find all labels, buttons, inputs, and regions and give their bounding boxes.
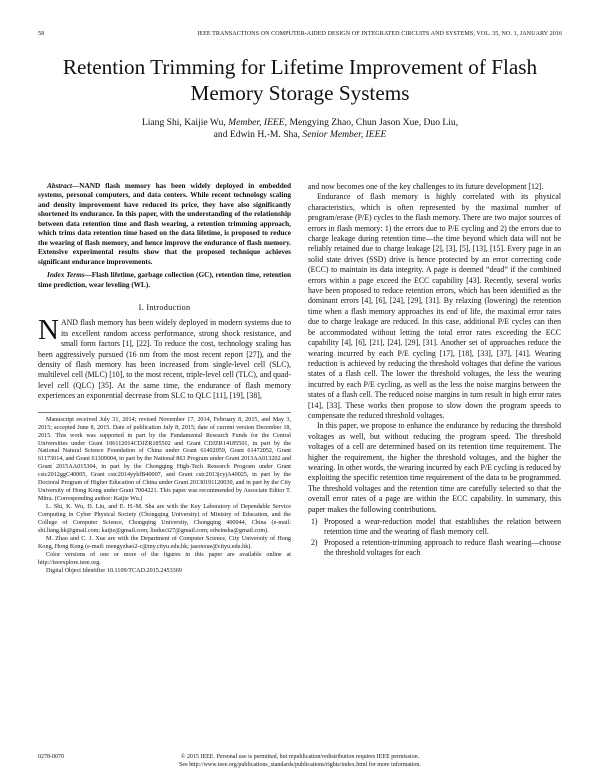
left-column (38, 182, 291, 576)
author-list (60, 117, 540, 142)
index-terms (38, 271, 291, 290)
list-item: 1) Proposed a wear-reduction model that establishes the relation between retention time and the wearing of flash memory cell. (311, 517, 561, 537)
copyright-line: © 2015 IEEE. Personal use is permitted, but republication/redistribution requires IEEE permission. (180, 754, 420, 760)
body-paragraph: In this paper, we propose to enhance the endurance by reducing the threshold voltages as well, but without reducing the program speed. The threshold voltages of a cell are determined based on its retention time requirement. The higher the requirement, the higher the threshold voltages, and the higher the wearing. In other words, the wearing incurred by each P/E cycling is reduced by exploiting the specific retention time requirement of the data to be programmed. The threshold voltages and the retention time are carefully selected so that the overall error rates of a page are within the ECC capability. In summary, this paper makes the following contributions. (308, 421, 561, 514)
right-column (308, 182, 561, 559)
author-line-1: Liang Shi, Kaijie Wu, Member, IEEE, Mengying Zhao, Chun Jason Xue, Duo Liu, (141, 117, 459, 128)
footnote-affiliation-1: L. Shi, K. Wu, D. Liu, and E. H.-M. Sha are with the Key Laboratory of Dependable Service Computing in Cyber Physical Society (Chongqing University) of Ministry of Education, and the College of Computer Science, Chongqing University, Chongqing 400044, China (e-mail: shi.liang.hk@gmail.com; kaijie@gmail.com; liuduo327@gmail.com; edwinsha@gmail.com). (38, 504, 291, 534)
drop-cap: N (38, 314, 59, 347)
contribution-list (308, 517, 561, 559)
abstract-text: —NAND flash memory has been widely deployed in embedded systems, personal computers, and data centers. While recent technology scaling and density improvement have reduced its price, they have also significantly shortened its endurance. In this paper, with the understanding of the relationship between data retention time and flash wearing, a retention trimming approach, which trims data retention time based on the data lifetime, is proposed to reduce the wearing of flash memory, and hence improve the endurance of flash memory. Extensive experimental results show that the proposed technique achieves significant endurance improvements. (38, 182, 291, 266)
paper-title: Retention Trimming for Lifetime Improvement of Flash Memory Storage Systems (62, 55, 538, 105)
abstract (38, 182, 291, 267)
footnote-doi: Digital Object Identifier 10.1109/TCAD.2015.2453369 (46, 567, 182, 574)
footnote-manuscript: Manuscript received July 31, 2014; revised November 17, 2014, February 8, 2015, and May 3, 2015; accepted June 8, 2015. Date of publication July 8, 2015; date of current version December 18, 2015. This work was supported in part by the Fundamental Research Funds for the Central Universities under Grant 106112014CDJZR185502 and Grant CDJZR14185501, in part by the National Natural Science Foundation of China under Grant 61402059, Grant 61472052, Grant 61173014, and Grant 61309004, in part by the National 863 Program under Grant 2013AA013202 and Grant 2015AA015304, in part by the Chongqing High-Tech Research Program under Grant cstc2012ggC40005, Grant cstc2014yykfB40007, and Grant cstc2013jcyjA40025, in part by the Doctoral Program of Higher Education of China under Grant 20130191120030, and in part by the City University of Hong Kong under Grant 7004221. This paper was recommended by Associate Editor T. Mitra. (Corresponding author: Kaijie Wu.) (38, 416, 291, 503)
abstract-label: Abstract (47, 182, 72, 190)
page-number: 58 (38, 31, 45, 37)
index-terms-label: Index Terms (47, 271, 85, 280)
body-paragraph: and now becomes one of the key challenges to its future development [12]. (308, 182, 544, 191)
rights-url-line: See http://www.ieee.org/publications_standards/publications/rights/index.html for more information. (179, 762, 421, 768)
author-role: Senior Member, IEEE (302, 129, 387, 141)
section-heading-introduction: I. Introduction (138, 302, 191, 312)
author-role: Member, IEEE (228, 117, 285, 128)
issn-code: 0278-0070 (38, 754, 64, 760)
index-terms-text: —Flash lifetime, garbage collection (GC), retention time, retention time prediction, wear leveling (WL). (38, 271, 291, 289)
author-line-2: and Edwin H.-M. Sha, Senior Member, IEEE (213, 129, 387, 141)
body-paragraph: Endurance of flash memory is highly correlated with its physical characteristics, which is often represented by the maximal number of program/erase (P/E) cycles to the flash memory. There are two major sources of errors in flash memory: 1) the errors due to P/E cycling and 2) the errors due to charge leakage during retention time—the time beyond which data will not be reliably retained due to charge leakage [2], [3], [5], [13], [15]. Every page in an solid state drives (SSD) drive is hence protected by an error correcting code (ECC) to maintain its data integrity. A page is deemed “dead” if the combined errors within a page exceed the ECC capability [43]. Recently, several works have been proposed to reduce retention errors, which has been identified as the dominant errors [4], [6], [24], [29], [31]. By relaxing (lowering) the retention time when a flash memory approaches its end of life, the maximal error rates due to charge leakage are reduced. In this case, additional P/E cycles can then be accommodated without letting the total error rates exceeding the ECC capability [4], [6], [21], [24], [29], [31]. Another set of approaches reduce the wearing incurred by each P/E cycling [17], [18], [33], [37], [41]. Wearing reduction is achieved by reducing the threshold voltages that define the various states of a flash cell. The lower the threshold voltages, the less the wearing incurred by each P/E cycling, as well as the less the noise margins between the states of a flash cell. The reduced noise margins in turn result in high error rates [14], [33]. These works then propose to slow down the program speeds to compensate the reduced threshold voltages. (308, 192, 561, 420)
journal-name: IEEE TRANSACTIONS ON COMPUTER-AIDED DESIGN OF INTEGRATED CIRCUITS AND SYSTEMS, VOL. 35, NO. 1, JANUARY 2016 (197, 31, 562, 37)
footnote-affiliation-2: M. Zhao and C. J. Xue are with the Department of Computer Science, City University of Hong Kong, Hong Kong (e-mail: mengyzhao2-c@my.cityu.edu.hk; jasonxue@cityu.edu.hk). (38, 535, 291, 550)
footnote-color-versions: Color versions of one or more of the figures in this paper are available online at http://ieeexplore.ieee.org. (38, 551, 291, 566)
intro-paragraph: NAND flash memory has been widely deployed in modern systems due to its excellent random access performance, strong shock resistance, and small form factors [1], [22]. To reduce the cost, technology scaling has been aggressively pursued (16 nm from the most recent report [27]), and the density of flash memory has been increased from single-level cell (SLC), multilevel cell (MLC) [10], to the most recent, triple-level cell (TLC), and quad-level cell (QLC) [35]. At the same time, the endurance of flash memory experiences an exponential decrease from SLC to QLC [11], [19], [38], (38, 314, 291, 401)
list-item: 2) Proposed a retention-trimming approach to reduce flash wearing—choose the threshold voltages for each (311, 537, 561, 558)
footnotes (38, 412, 291, 576)
page-footer (38, 753, 562, 769)
